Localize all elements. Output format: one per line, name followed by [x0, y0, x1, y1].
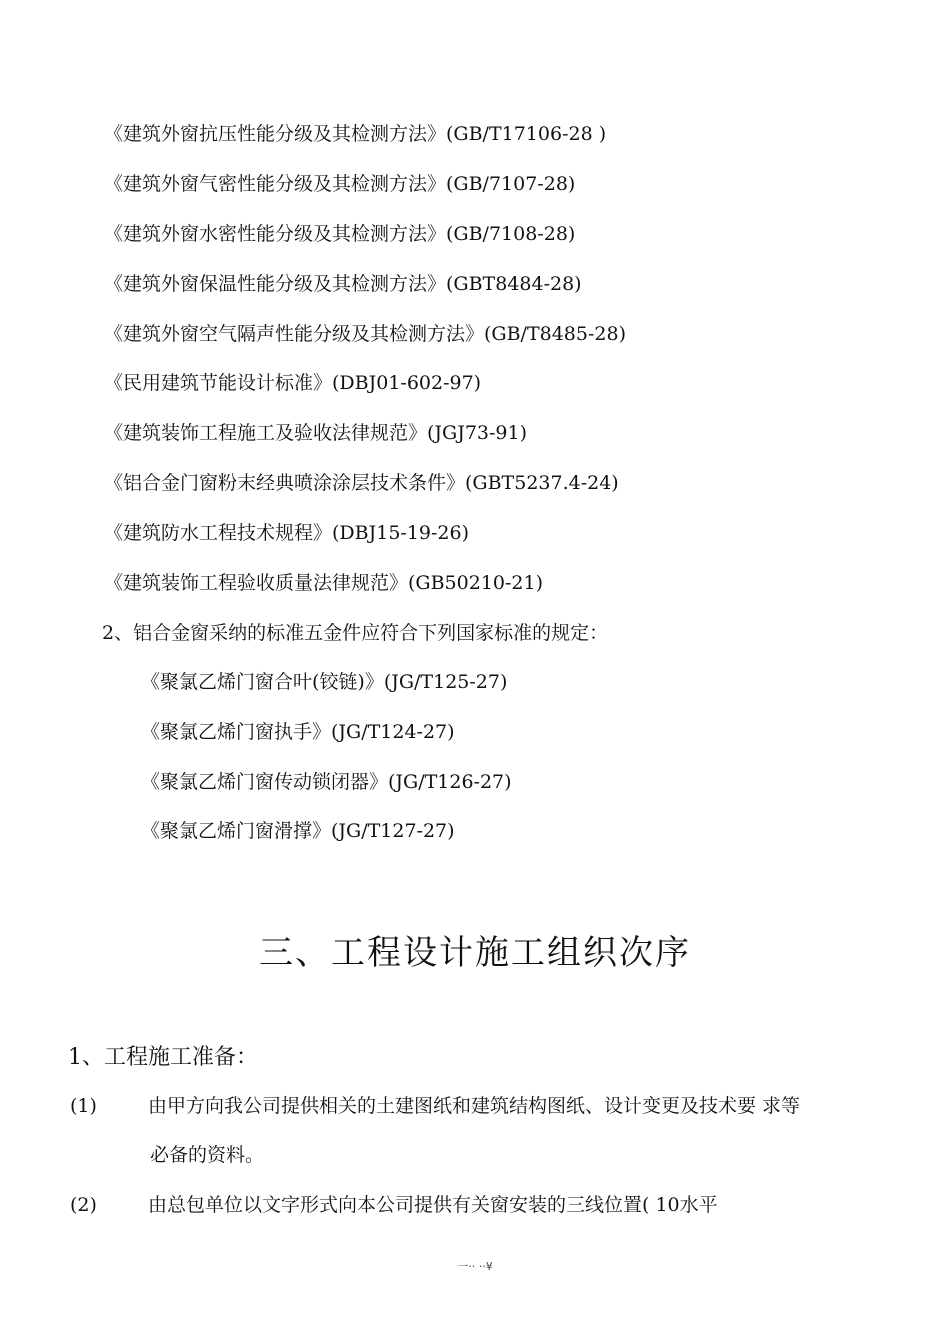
page-footer: 一·· ··¥	[457, 1260, 493, 1273]
hardware-reference-item: 《聚氯乙烯门窗滑撑》(JG/T127-27)	[141, 820, 455, 842]
reference-item: 《建筑外窗空气隔声性能分级及其检测方法》(GB/T8485-28)	[104, 323, 626, 345]
reference-item: 《建筑装饰工程施工及验收法律规范》(JGJ73-91)	[104, 422, 528, 444]
hardware-reference-item: 《聚氯乙烯门窗合叶(铰链)》(JG/T125-27)	[141, 671, 508, 693]
section-title: 三、工程设计施工组织次序	[259, 933, 691, 973]
hardware-reference-item: 《聚氯乙烯门窗执手》(JG/T124-27)	[141, 721, 455, 743]
hardware-reference-item: 《聚氯乙烯门窗传动锁闭器》(JG/T126-27)	[141, 771, 512, 793]
item-text: 由甲方向我公司提供相关的土建图纸和建筑结构图纸、设计变更及技术要 求等	[148, 1095, 801, 1117]
reference-item: 《建筑外窗水密性能分级及其检测方法》(GB/7108-28)	[104, 223, 576, 245]
reference-item: 《建筑装饰工程验收质量法律规范》(GB50210-21)	[104, 572, 544, 594]
item-text-continued: 必备的资料。	[150, 1144, 265, 1166]
subsection-title: 1、工程施工准备：	[68, 1045, 258, 1070]
hardware-intro: 2、铝合金窗采纳的标准五金件应符合下列国家标准的规定：	[102, 622, 609, 644]
reference-item: 《民用建筑节能设计标准》(DBJ01-602-97)	[104, 372, 482, 394]
reference-item: 《建筑外窗气密性能分级及其检测方法》(GB/7107-28)	[104, 173, 576, 195]
reference-item: 《建筑防水工程技术规程》(DBJ15-19-26)	[104, 522, 470, 544]
reference-item: 《铝合金门窗粉末经典喷涂涂层技术条件》(GBT5237.4-24)	[104, 472, 619, 494]
reference-item: 《建筑外窗保温性能分级及其检测方法》(GBT8484-28)	[104, 273, 582, 295]
item-number: (1)	[70, 1095, 97, 1117]
item-number: (2)	[70, 1194, 97, 1216]
item-text: 由总包单位以文字形式向本公司提供有关窗安装的三线位置( 10水平	[148, 1194, 718, 1216]
reference-item: 《建筑外窗抗压性能分级及其检测方法》(GB/T17106-28 )	[104, 123, 607, 145]
